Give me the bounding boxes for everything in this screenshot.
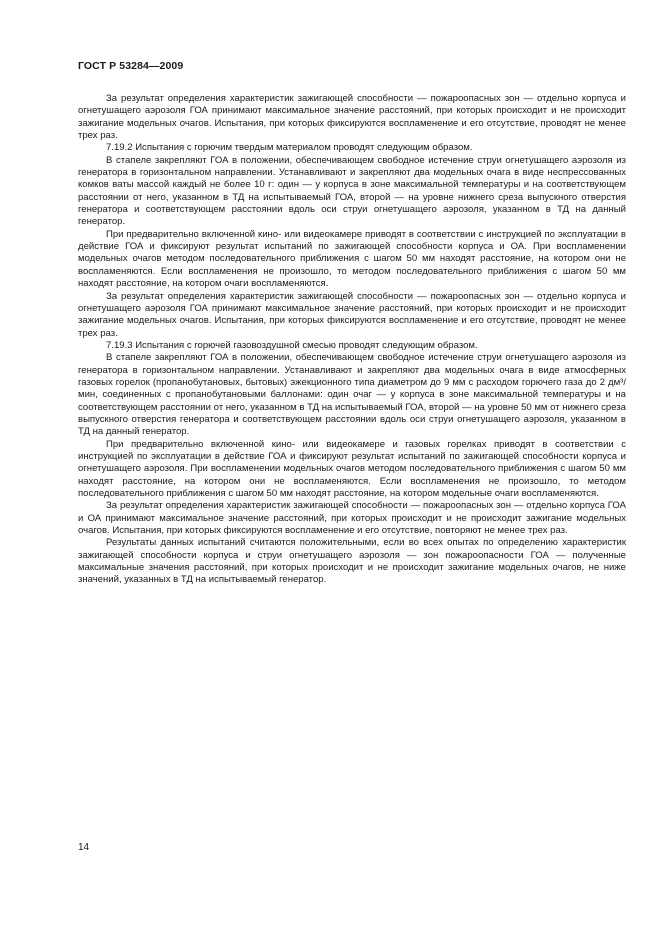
page-number: 14 <box>78 842 90 853</box>
paragraph: При предварительно включенной кино- или видеокамере приводят в соответствии с инструкцией по эксплуатации в действие ГОА и фиксируют результат испытаний по зажигающей способности корпуса и ОА. При воспламенении модельных очагов методом последовательного приближения с шагом 50 мм находят расстояние, на котором они не воспламеняются. Если воспламенения не произошло, то методом последовательного приближения с шагом 50 мм находят расстояние, на котором очаги воспламеняются. <box>78 228 626 290</box>
paragraph: При предварительно включенной кино- или видеокамере и газовых горелках приводят в соответствии с инструкцией по эксплуатации в действие ГОА и фиксируют результат испытаний по зажигающей способности корпуса и огнетушащего аэрозоля. При воспламенении модельных очагов методом последовательного приближения с шагом 50 мм находят расстояние, на котором они не воспламеняются. Если воспламенения не произошло, то методом последовательного приближения с шагом 50 мм находят расстояние, на котором модельные очаги воспламеняются. <box>78 438 626 499</box>
paragraph: 7.19.3 Испытания с горючей газовоздушной смесью проводят следующим образом. <box>106 339 478 351</box>
paragraph: За результат определения характеристик зажигающей способности — пожароопасных зон — отдельно корпуса и огнетушащего аэрозоля ГОА принимают максимальное значение расстояний, при которых происходит и не происходит зажигание модельных очагов. Испытания, при которых фиксируются воспламенение и его отсутствие, проводят не менее трех раз. <box>78 93 626 142</box>
paragraph: Результаты данных испытаний считаются положительными, если во всех опытах по определению характеристик зажигающей способности корпуса и струи огнетушащего аэрозоля — зон пожароопасности ГОА — полученные максимальные значения расстояний, при которых происходит и не происходит зажигание модельных очагов, не ниже значений, указанных в ТД на испытываемый генератор. <box>78 537 626 586</box>
document-header: ГОСТ Р 53284—2009 <box>78 60 184 72</box>
paragraph: В стапеле закрепляют ГОА в положении, обеспечивающем свободное истечение струи огнетушащего аэрозоля из генератора в горизонтальном направлении. Устанавливают и закрепляют два модельных очага в виде атмосферных газовых горелок (пропанобутановых, бытовых) эжекционного типа диаметром до 9 мм с расходом горючего газа до 2 дм³/мин, соединенных с пропанобутановыми баллонами: один очаг — у корпуса в зоне максимальной температуры и на соответствующем расстоянии от него, указанном в ТД на испытываемый ГОА, второй — на уровне 50 мм от нижнего среза выпускного отверстия генератора и соответствующем расстоянии вдоль оси струи огнетушащего аэрозоля, указанном в ТД на данный генератор. <box>78 352 626 438</box>
paragraph: За результат определения характеристик зажигающей способности — пожароопасных зон — отдельно корпуса ГОА и ОА принимают максимальное значение расстояний, при которых происходит и не происходит зажигание модельных очагов. Испытания, при которых фиксируются воспламенение и его отсутствие, повторяют не менее трех раз. <box>78 500 626 537</box>
document-body <box>78 93 626 587</box>
paragraph: За результат определения характеристик зажигающей способности — пожароопасных зон — отдельно корпуса и огнетушащего аэрозоля ГОА принимают максимальное значение расстояний, при которых происходит и не происходит зажигание модельных очагов. Испытания, при которых фиксируются воспламенение и его отсутствие, проводят не менее трех раз. <box>78 290 626 339</box>
paragraph: В стапеле закрепляют ГОА в положении, обеспечивающем свободное истечение струи огнетушащего аэрозоля из генератора в горизонтальном направлении. Устанавливают и закрепляют два модельных очага в виде неспрессованных комков ваты массой каждый не более 10 г: один — у корпуса в зоне максимальной температуры и на соответствующем расстоянии от него, указанном в ТД на испытываемый ГОА, второй — на уровне нижнего среза выпускного отверстия генератора и соответствующем расстоянии вдоль оси струи огнетушащего аэрозоля, указанном в ТД на данный генератор. <box>78 154 626 228</box>
paragraph: 7.19.2 Испытания с горючим твердым материалом проводят следующим образом. <box>106 142 473 154</box>
